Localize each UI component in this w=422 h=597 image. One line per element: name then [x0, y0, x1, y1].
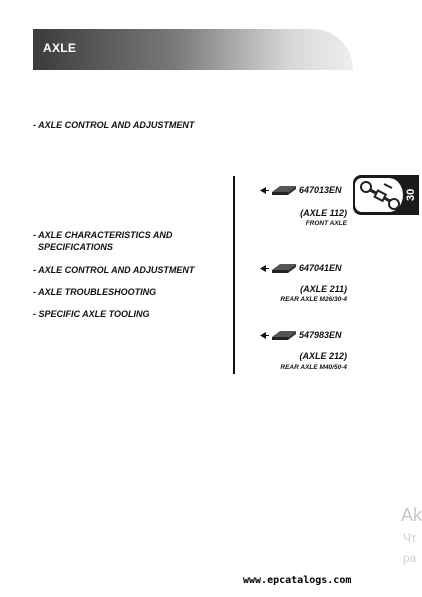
axle-description: REAR AXLE M40/50-4 — [280, 364, 347, 371]
manual-book-icon — [271, 184, 297, 196]
manual-code: 647013EN — [299, 185, 342, 195]
watermark-text: Ak — [401, 505, 422, 525]
list-item: - AXLE CONTROL AND ADJUSTMENT — [33, 265, 195, 275]
tab-number: 30 — [405, 188, 417, 202]
axle-name: (AXLE 112) — [300, 208, 347, 218]
arrow-left-icon — [260, 264, 269, 273]
axle-name: (AXLE 211) — [300, 284, 347, 294]
axle-name: (AXLE 212) — [299, 351, 347, 361]
manual-reference[interactable] — [260, 184, 342, 196]
manual-code: 647041EN — [299, 263, 342, 273]
tab-icon-area — [355, 178, 403, 212]
section-tab[interactable] — [353, 175, 419, 215]
footer-url[interactable]: www.epcatalogs.com — [243, 575, 352, 586]
arrow-left-icon — [260, 331, 269, 340]
top-item: - AXLE CONTROL AND ADJUSTMENT — [33, 120, 195, 130]
list-item: - AXLE CHARACTERISTICS AND — [33, 230, 173, 240]
axle-description: FRONT AXLE — [305, 220, 347, 227]
watermark-text: ра — [403, 551, 417, 565]
list-item: SPECIFICATIONS — [38, 242, 113, 252]
watermark-text: Чт — [403, 531, 417, 545]
list-item: - SPECIFIC AXLE TOOLING — [33, 309, 150, 319]
manual-book-icon — [271, 262, 297, 274]
arrow-left-icon — [260, 186, 269, 195]
list-item: - AXLE TROUBLESHOOTING — [33, 287, 157, 297]
section-header — [33, 29, 353, 70]
manual-code: 547983EN — [299, 330, 342, 340]
manual-reference[interactable] — [260, 262, 342, 274]
axle-description: REAR AXLE M26/30-4 — [280, 296, 347, 303]
section-title: AXLE — [43, 41, 77, 55]
manual-reference[interactable] — [260, 329, 342, 341]
axle-icon — [358, 180, 402, 210]
divider-line — [233, 176, 235, 374]
manual-book-icon — [271, 329, 297, 341]
